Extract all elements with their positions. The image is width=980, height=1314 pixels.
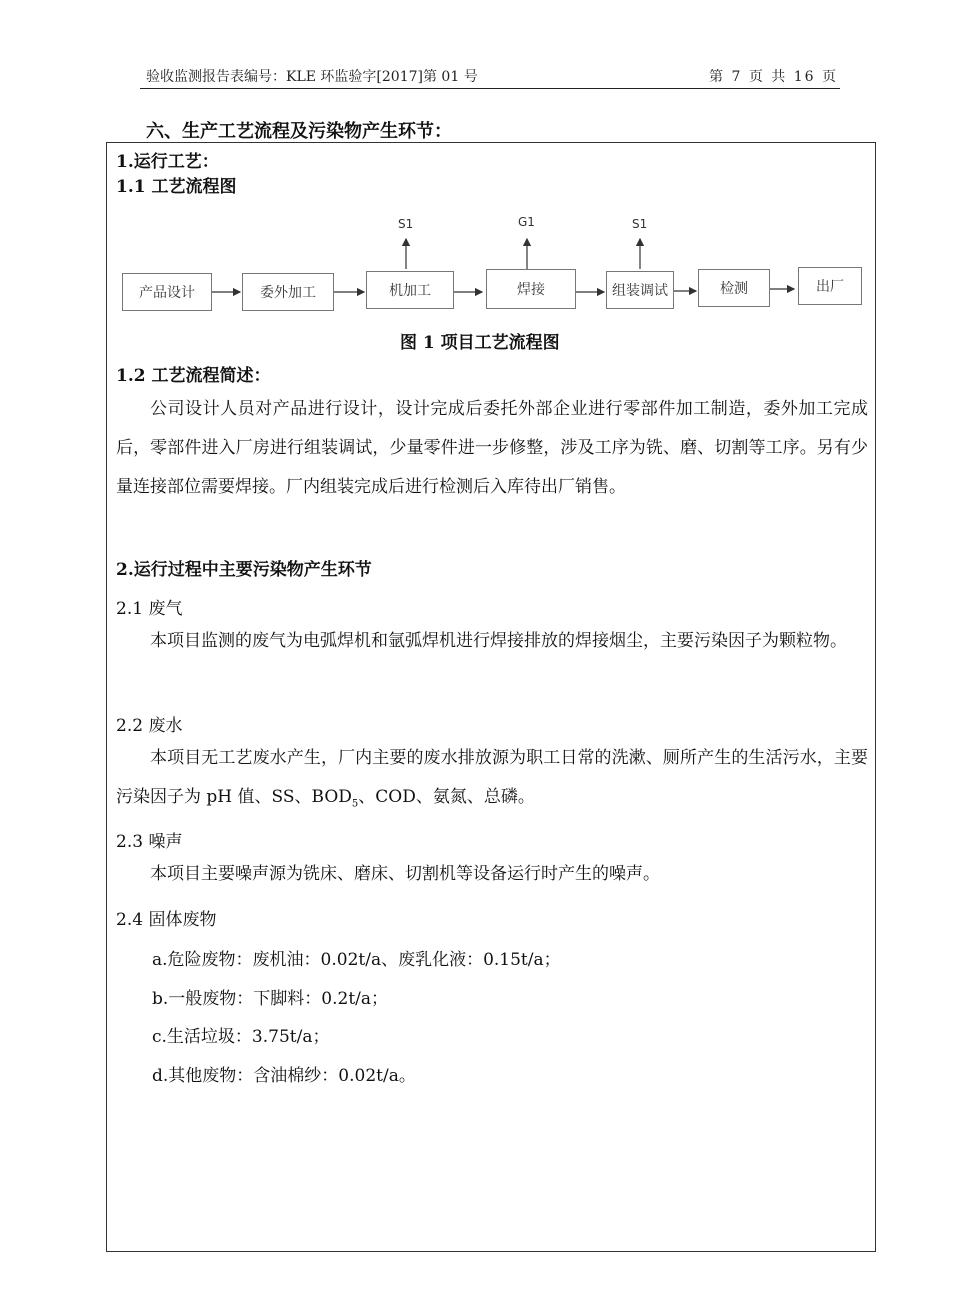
pollution-stages-heading: 2.运行过程中主要污染物产生环节 bbox=[116, 560, 372, 580]
process-flow-diagram bbox=[116, 205, 868, 325]
page-number: 第 7 页 共 16 页 bbox=[709, 69, 838, 85]
flow-node-welding: 焊接 bbox=[486, 269, 576, 309]
flow-chart-heading: 1.1 工艺流程图 bbox=[116, 177, 237, 197]
solid-waste-heading: 2.4 固体废物 bbox=[116, 910, 217, 930]
waste-water-text-main: 本项目无工艺废水产生，厂内主要的废水排放源为职工日常的洗漱、厕所产生的生活污水，主要污染因子为 pH 值、SS、BOD bbox=[116, 748, 868, 807]
header-rule bbox=[140, 88, 840, 89]
flow-node-assembly-testing: 组装调试 bbox=[606, 271, 674, 309]
solid-waste-item: d.其他废物：含油棉纱：0.02t/a。 bbox=[152, 1066, 416, 1086]
flow-description-heading: 1.2 工艺流程简述： bbox=[116, 366, 271, 386]
flow-node-outsourced-processing: 委外加工 bbox=[242, 273, 334, 311]
operation-process-heading: 1.运行工艺： bbox=[116, 152, 219, 172]
pollutant-label: S1 bbox=[398, 217, 414, 231]
waste-gas-text: 本项目监测的废气为电弧焊机和氩弧焊机进行焊接排放的焊接烟尘，主要污染因子为颗粒物。 bbox=[150, 631, 847, 651]
noise-heading: 2.3 噪声 bbox=[116, 832, 183, 852]
waste-water-text bbox=[116, 739, 868, 823]
waste-water-text-tail: 、COD、氨氮、总磷。 bbox=[358, 787, 535, 807]
report-number: 验收监测报告表编号：KLE 环监验字[2017]第 01 号 bbox=[146, 69, 478, 85]
flow-node-product-design: 产品设计 bbox=[122, 273, 212, 311]
solid-waste-item: a.危险废物：废机油：0.02t/a、废乳化液：0.15t/a； bbox=[152, 950, 561, 970]
solid-waste-item: c.生活垃圾：3.75t/a； bbox=[152, 1027, 330, 1047]
section-title: 六、生产工艺流程及污染物产生环节： bbox=[146, 121, 452, 142]
flow-node-machining: 机加工 bbox=[366, 271, 454, 309]
waste-water-heading: 2.2 废水 bbox=[116, 716, 183, 736]
flow-description-text: 公司设计人员对产品进行设计，设计完成后委托外部企业进行零部件加工制造，委外加工完成后，零部件进入厂房进行组装调试，少量零件进一步修整，涉及工序为铣、磨、切割等工序。另有少量连接部位需要焊接。厂内组装完成后进行检测后入库待出厂销售。 bbox=[116, 399, 868, 497]
noise-text: 本项目主要噪声源为铣床、磨床、切割机等设备运行时产生的噪声。 bbox=[150, 864, 660, 884]
pollutant-label: S1 bbox=[632, 217, 648, 231]
bod-subscript: 5 bbox=[351, 798, 359, 810]
pollutant-label: G1 bbox=[518, 215, 535, 229]
flow-node-leave-factory: 出厂 bbox=[798, 267, 862, 305]
figure-caption: 图 1 项目工艺流程图 bbox=[400, 333, 560, 353]
solid-waste-item: b.一般废物：下脚料：0.2t/a； bbox=[152, 989, 389, 1009]
flow-node-inspection: 检测 bbox=[698, 269, 770, 307]
waste-gas-heading: 2.1 废气 bbox=[116, 599, 183, 619]
